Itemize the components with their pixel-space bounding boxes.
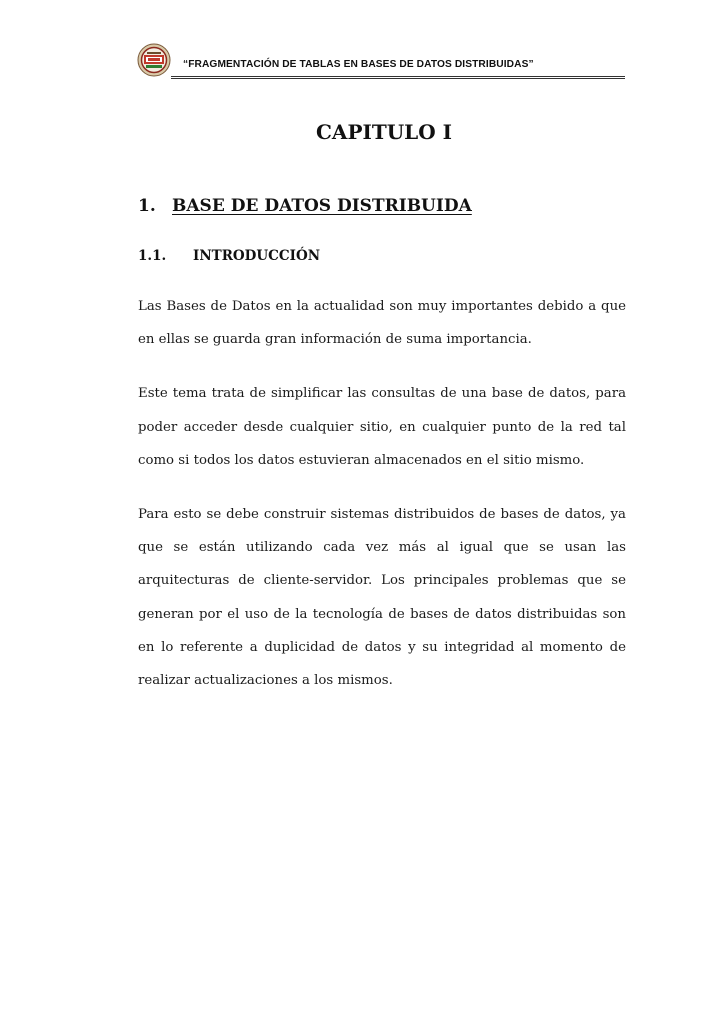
chapter-title: CAPITULO I [316,120,452,144]
page-header [133,40,625,88]
header-divider [171,76,625,79]
section-number: 1. [138,196,156,216]
subsection-heading-label: INTRODUCCIÓN [193,248,321,264]
running-header-title: “FRAGMENTACIÓN DE TABLAS EN BASES DE DATOS DISTRIBUIDAS” [183,59,534,70]
subsection-heading [138,248,320,264]
paragraph-1: Las Bases de Datos en la actualidad son muy importantes debido a que en ellas se guarda gran información de suma importancia. [138,299,626,348]
university-seal-icon [137,43,171,77]
section-heading-label: BASE DE DATOS DISTRIBUIDA [172,196,472,216]
subsection-number: 1.1. [138,248,167,264]
body-text [138,290,626,718]
paragraph-3: Para esto se debe construir sistemas distribuidos de bases de datos, ya que se están utilizando cada vez más al igual que se usan las arquitecturas de cliente-servidor. Los principales problemas que se generan por el uso de la tecnología de bases de datos distribuidas son en lo referente a duplicidad de datos y su integridad al momento de realizar actualizaciones a los mismos. [138,507,626,689]
paragraph-2: Este tema trata de simplificar las consultas de una base de datos, para poder acceder desde cualquier sitio, en cualquier punto de la red tal como si todos los datos estuvieran almacenados en el sitio mismo. [138,386,626,468]
section-heading [138,196,472,216]
